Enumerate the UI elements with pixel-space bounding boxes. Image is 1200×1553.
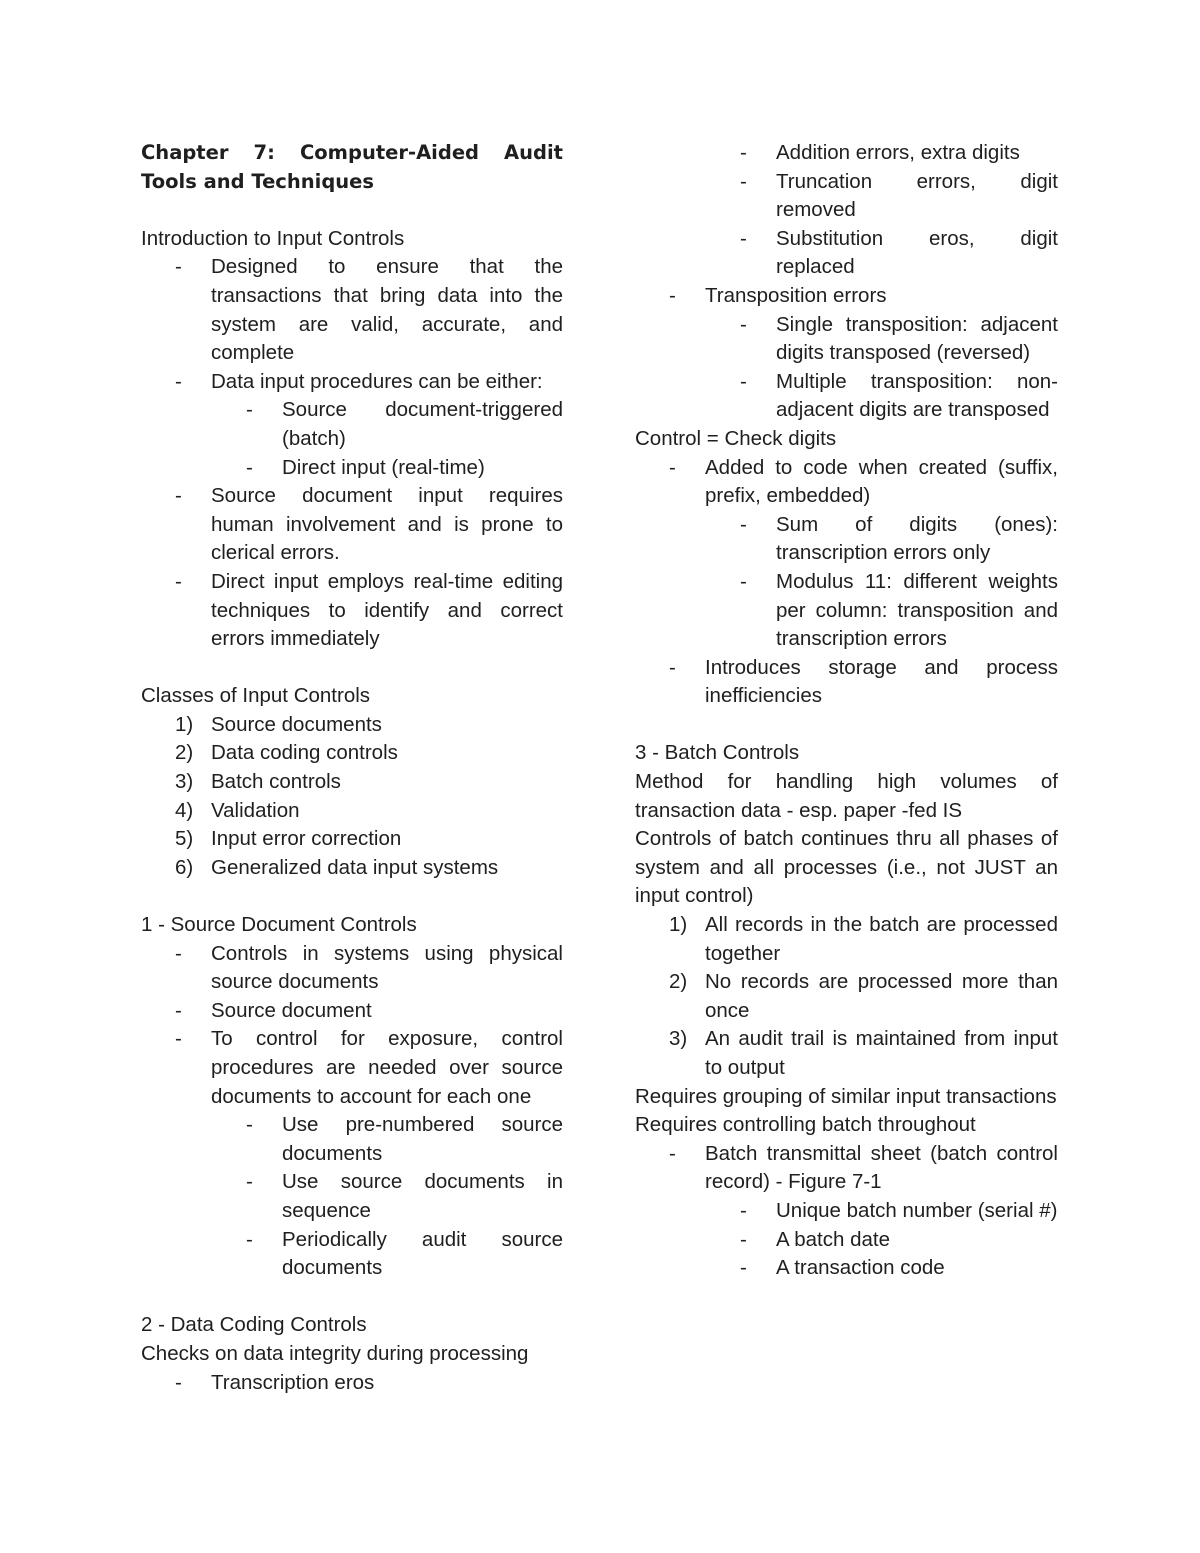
numbered-item: 2) Data coding controls — [175, 741, 398, 765]
list-item: - Designed to ensure that the transactions that bring data into the system are valid, accurate, and complete — [175, 255, 563, 365]
list-item: - Controls in systems using physical source documents — [175, 941, 563, 994]
list-item: - Direct input employs real-time editing techniques to identify and correct errors immediately — [175, 569, 563, 651]
left-column — [141, 139, 563, 1397]
numbered-item: 3) Batch controls — [175, 770, 341, 794]
list-item: - A transaction code — [740, 1256, 945, 1280]
chapter-title: Chapter 7: Computer-Aided Audit Tools and Techniques — [141, 141, 563, 193]
numbered-item: 6) Generalized data input systems — [175, 855, 499, 879]
list-item: - Multiple transposition: non-adjacent digits are transposed — [740, 369, 1058, 422]
paragraph: Method for handling high volumes of transaction data - esp. paper -fed IS — [635, 770, 1058, 822]
list-item: - Single transposition: adjacent digits transposed (reversed) — [740, 312, 1058, 365]
list-item: - Use source documents in sequence — [246, 1170, 563, 1222]
section-heading-check-digits: Control = Check digits — [635, 426, 837, 450]
right-column — [635, 139, 1058, 1283]
list-item: - Batch transmittal sheet (batch control record) - Figure 7-1 — [669, 1141, 1058, 1194]
list-item: - Addition errors, extra digits — [740, 141, 1020, 164]
list-item: - Direct input (real-time) — [246, 455, 485, 479]
section-heading-coding: 2 - Data Coding Controls — [141, 1313, 367, 1337]
list-item: - Use pre-numbered source documents — [246, 1113, 563, 1165]
section-subtext: Checks on data integrity during processing — [141, 1341, 529, 1365]
list-item: - Substitution eros, digit replaced — [740, 226, 1058, 279]
numbered-item: 4) Validation — [175, 798, 300, 822]
list-item: - Modulus 11: different weights per column: transposition and transcription errors — [740, 569, 1058, 651]
numbered-item: 5) Input error correction — [175, 827, 402, 851]
list-item: - Added to code when created (suffix, prefix, embedded) — [669, 455, 1058, 508]
list-item: - Unique batch number (serial #) — [740, 1198, 1058, 1222]
section-heading-intro: Introduction to Input Controls — [141, 226, 405, 250]
list-item: - Source document input requires human involvement and is prone to clerical errors. — [175, 484, 563, 565]
numbered-item: 1) Source documents — [175, 712, 382, 736]
list-item: - Periodically audit source documents — [246, 1227, 563, 1280]
paragraph: Requires controlling batch throughout — [635, 1113, 976, 1137]
list-item: - Transcription eros — [175, 1370, 375, 1394]
list-item: - To control for exposure, control procedures are needed over source documents to account for each one — [175, 1027, 563, 1108]
paragraph: Requires grouping of similar input transactions — [635, 1084, 1057, 1108]
section-heading-batch: 3 - Batch Controls — [635, 741, 800, 765]
list-item: - Truncation errors, digit removed — [740, 169, 1058, 222]
list-item: - A batch date — [740, 1227, 890, 1251]
list-item: - Source document — [175, 998, 372, 1022]
list-item: - Transposition errors — [669, 283, 887, 307]
section-heading-source: 1 - Source Document Controls — [141, 913, 417, 937]
list-item: - Introduces storage and process inefficiencies — [669, 655, 1058, 708]
list-item: - Sum of digits (ones): transcription errors only — [740, 512, 1058, 565]
numbered-item: 2) No records are processed more than once — [669, 970, 1058, 1022]
section-heading-classes: Classes of Input Controls — [141, 684, 371, 708]
numbered-item: 3) An audit trail is maintained from input to output — [669, 1027, 1058, 1079]
list-item: - Data input procedures can be either: — [175, 369, 543, 393]
list-item: - Source document-triggered (batch) — [246, 398, 563, 450]
numbered-item: 1) All records in the batch are processed together — [669, 913, 1058, 965]
paragraph: Controls of batch continues thru all phases of system and all processes (i.e., not JUST an input control) — [635, 827, 1058, 908]
